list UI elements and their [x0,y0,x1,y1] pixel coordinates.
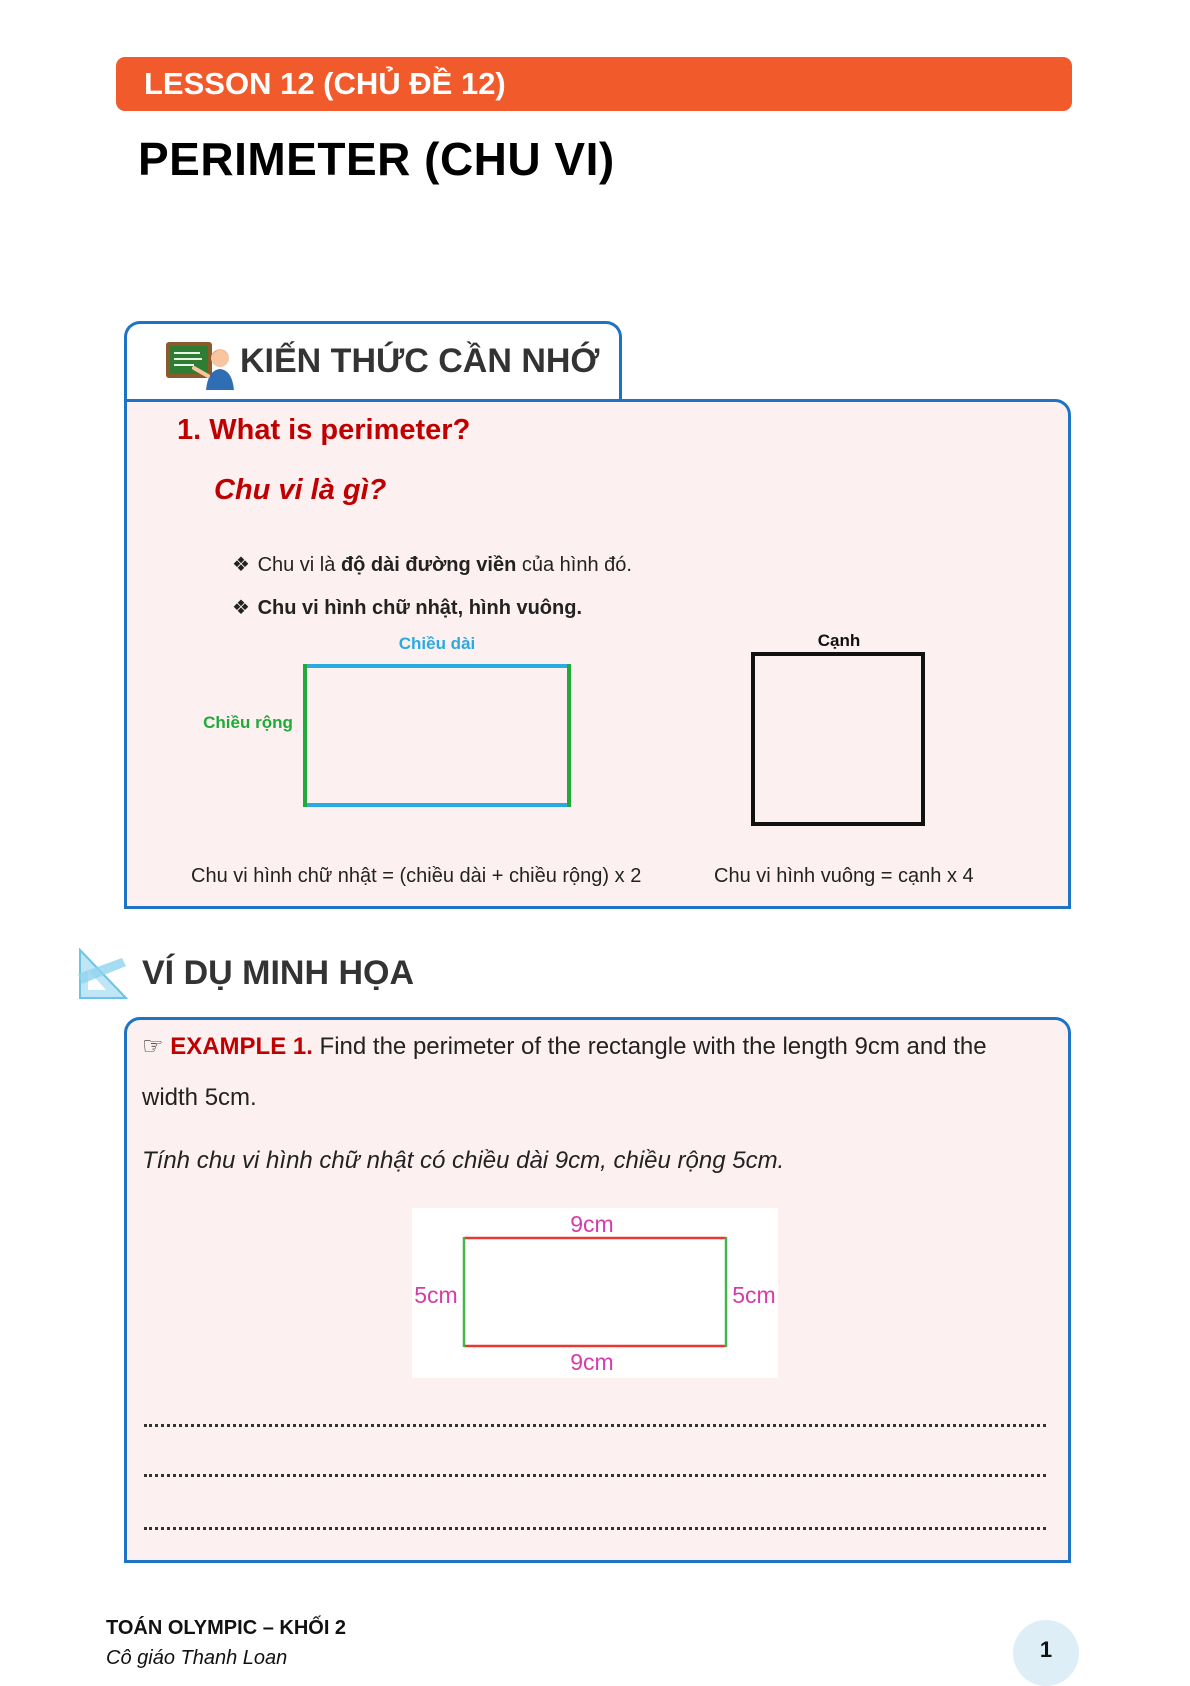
example1-vietnamese: Tính chu vi hình chữ nhật có chiều dài 9cm, chiều rộng 5cm. [142,1147,785,1174]
answer-line[interactable] [144,1474,1046,1477]
bullet-text-pre: Chu vi là [257,554,341,576]
diagram-top-label: 9cm [570,1211,614,1237]
pointing-hand-icon: ☞ [142,1033,164,1060]
footer-course: TOÁN OLYMPIC – KHỐI 2 [106,1617,347,1639]
example-rectangle-diagram [412,1208,778,1378]
example1-question [142,1032,987,1061]
page-title: PERIMETER (CHU VI) [138,133,615,185]
bullet-text: Chu vi hình chữ nhật, hình vuông. [257,597,583,619]
diagram-right-label: 5cm [732,1282,776,1308]
examples-heading: VÍ DỤ MINH HỌA [142,954,414,992]
bullet-definition [232,552,632,577]
ruler-triangle-icon [76,944,132,1002]
square-shape [753,654,923,824]
knowledge-heading: KIẾN THỨC CẦN NHỚ [240,342,600,380]
diagram-left-label: 5cm [414,1282,458,1308]
footer-teacher: Cô giáo Thanh Loan [106,1647,288,1669]
bullet-text-post: của hình đó. [516,554,632,576]
question-subtitle: Chu vi là gì? [214,474,387,506]
rect-width-label: Chiều rộng [203,713,293,732]
teacher-board-icon [164,336,236,392]
rect-length-label: Chiều dài [398,634,476,653]
bullet-shapes [232,595,582,620]
page-number: 1 [1039,1637,1053,1662]
example1-label: EXAMPLE 1. [170,1033,313,1060]
diagram-bottom-label: 9cm [570,1349,614,1375]
answer-line[interactable] [144,1424,1046,1427]
lesson-label: LESSON 12 (CHỦ ĐỀ 12) [144,66,506,101]
question-title: 1. What is perimeter? [177,414,471,446]
square-diagram [730,622,930,832]
bullet-diamond-icon: ❖ [232,597,250,619]
rectangle-formula: Chu vi hình chữ nhật = (chiều dài + chiều rộng) x 2 [191,865,642,887]
bullet-diamond-icon: ❖ [232,554,250,576]
rectangle-diagram [180,620,600,820]
example1-text-cont: width 5cm. [142,1084,257,1111]
bullet-text-bold: độ dài đường viền [340,554,517,576]
example1-text: Find the perimeter of the rectangle with the length 9cm and the [312,1033,987,1060]
square-side-label: Cạnh [817,631,861,650]
answer-line[interactable] [144,1527,1046,1530]
square-formula: Chu vi hình vuông = cạnh x 4 [714,865,974,887]
